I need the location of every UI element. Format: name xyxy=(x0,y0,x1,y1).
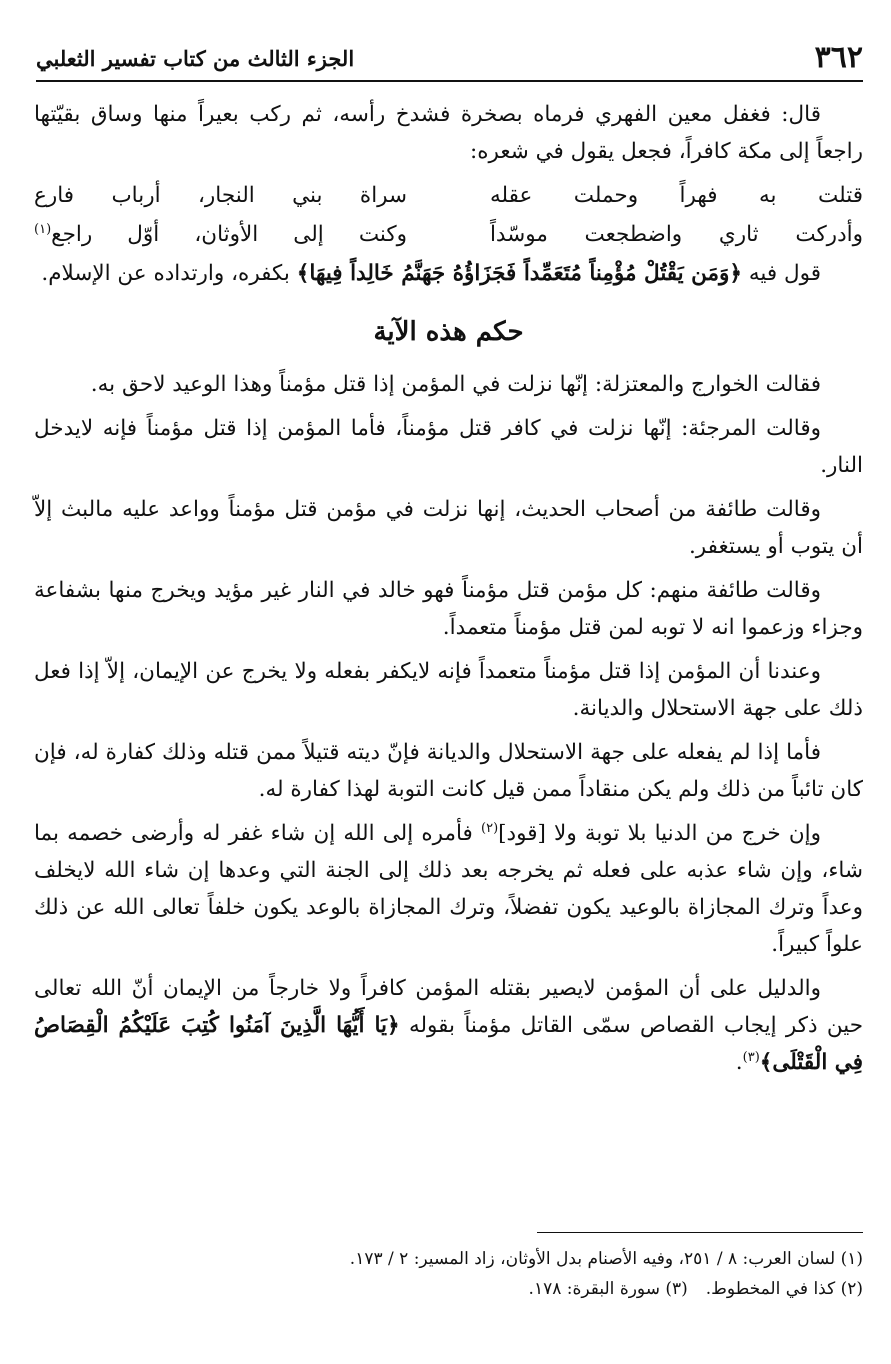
paragraph-text: وإن خرج من الدنيا بلا توبة ولا [قود] xyxy=(498,821,821,846)
footnote-row xyxy=(36,1274,863,1304)
paragraph: وقالت المرجئة: إنّها نزلت في كافر قتل مؤمناً، فأما المؤمن إذا قتل مؤمناً فإنه لايدخل النار. xyxy=(34,416,863,478)
verse-hemistich: وأدركت ثاري واضطجعت موسّداً xyxy=(489,222,863,247)
paragraph: وقالت طائفة منهم: كل مؤمن قتل مؤمناً فهو خالد في النار غير مؤيد ويخرج منها بشفاعة وجزاء وزعموا انه لا توبه لمن قتل مؤمناً متعمداً. xyxy=(34,578,863,640)
paragraph: فأما إذا لم يفعله على جهة الاستحلال والديانة فإنّ ديته قتيلاً ممن قتله وذلك كفارة له، فإن كان تائباً من ذلك ولم يكن منقاداً ممن قيل كانت التوبة لهذا كفارة له. xyxy=(34,740,863,802)
paragraph: وعندنا أن المؤمن إذا قتل مؤمناً متعمداً فإنه لايكفر بفعله ولا يخرج عن الإيمان، إلاّ إذا فعل ذلك على جهة الاستحلال والديانة. xyxy=(34,659,863,721)
verse-hemistich-with-note xyxy=(34,216,407,253)
paragraph-text: . xyxy=(735,1050,743,1075)
footnote: (١) لسان العرب: ٨ / ٢٥١، وفيه الأصنام بدل الأوثان، زاد المسير: ٢ / ١٧٣. xyxy=(349,1249,863,1269)
section-heading: حكم هذه الآية xyxy=(373,317,524,347)
page-body xyxy=(34,96,863,1088)
paragraph: قال: فغفل معين الفهري فرماه بصخرة فشدخ رأسه، ثم ركب بعيراً منها وساق بقيّتها راجعاً إلى مكة كافراً، فجعل يقول في شعره: xyxy=(34,102,863,164)
footnotes xyxy=(36,1244,863,1304)
footnote-marker: (٢) xyxy=(481,820,499,836)
verse-hemistich: وكنت إلى الأوثان، أوّل راجع xyxy=(51,222,408,247)
quran-verse: ﴿يَا أَيُّهَا الَّذِينَ آمَنُوا كُتِبَ عَلَيْكُمُ الْقِصَاصُ فِي الْقَتْلَى﴾ xyxy=(34,1013,863,1075)
footnote-marker: (١) xyxy=(34,221,52,237)
quran-verse: ﴿وَمَن يَقْتُلْ مُؤْمِناً مُتَعَمِّداً فَجَزَاؤُهُ جَهَنَّمُ خَالِداً فِيهَا﴾ xyxy=(296,261,743,286)
header-rule xyxy=(36,80,863,82)
paragraph xyxy=(34,255,863,292)
paragraph: وقالت طائفة من أصحاب الحديث، إنها نزلت في مؤمن قتل مؤمناً وواعد عليه مالبث إلاّ أن يتوب أو يستغفر. xyxy=(34,497,863,559)
page-number: ٣٦٢ xyxy=(814,40,863,75)
poem-verse xyxy=(34,177,863,214)
paragraph-text: فأمره إلى الله إن شاء غفر له وأرضى خصمه بما شاء، وإن شاء عذبه على فعله ثم يخرجه بعد ذلك إلى الجنة التي وعدها إن شاء الله لايخلف وعداً وترك المجازاة بالوعيد يكون تفضلاً، وترك المجازاة بالوعد يكون خلفاً تعالى الله عن ذلك علواً كبيراً. xyxy=(34,821,863,957)
verse-hemistich: قتلت به فهراً وحملت عقله xyxy=(489,183,863,208)
paragraph-text: والدليل على أن المؤمن لايصير بقتله المؤمن كافراً ولا خارجاً من الإيمان أنّ الله تعالى حين ذكر إيجاب القصاص سمّى القاتل مؤمناً بقوله xyxy=(34,976,864,1038)
poem-verse xyxy=(34,216,863,253)
paragraph xyxy=(34,970,863,1081)
footnote-marker: (٣) xyxy=(742,1049,760,1065)
paragraph: فقالت الخوارج والمعتزلة: إنّها نزلت في المؤمن إذا قتل مؤمناً وهذا الوعيد لاحق به. xyxy=(90,372,821,397)
footnote: (٢) كذا في المخطوط. xyxy=(705,1279,863,1299)
page-header xyxy=(36,40,863,80)
running-title: الجزء الثالث من كتاب تفسير الثعلبي xyxy=(36,46,355,71)
verse-hemistich: سراة بني النجار، أرباب فارع xyxy=(34,183,408,208)
paragraph-text: بكفره، وارتداده عن الإسلام. xyxy=(41,261,290,286)
footnote-rule xyxy=(537,1232,863,1233)
footnote: (٣) سورة البقرة: ١٧٨. xyxy=(528,1279,688,1299)
paragraph-text: قول فيه xyxy=(748,261,821,286)
paragraph xyxy=(34,815,863,963)
